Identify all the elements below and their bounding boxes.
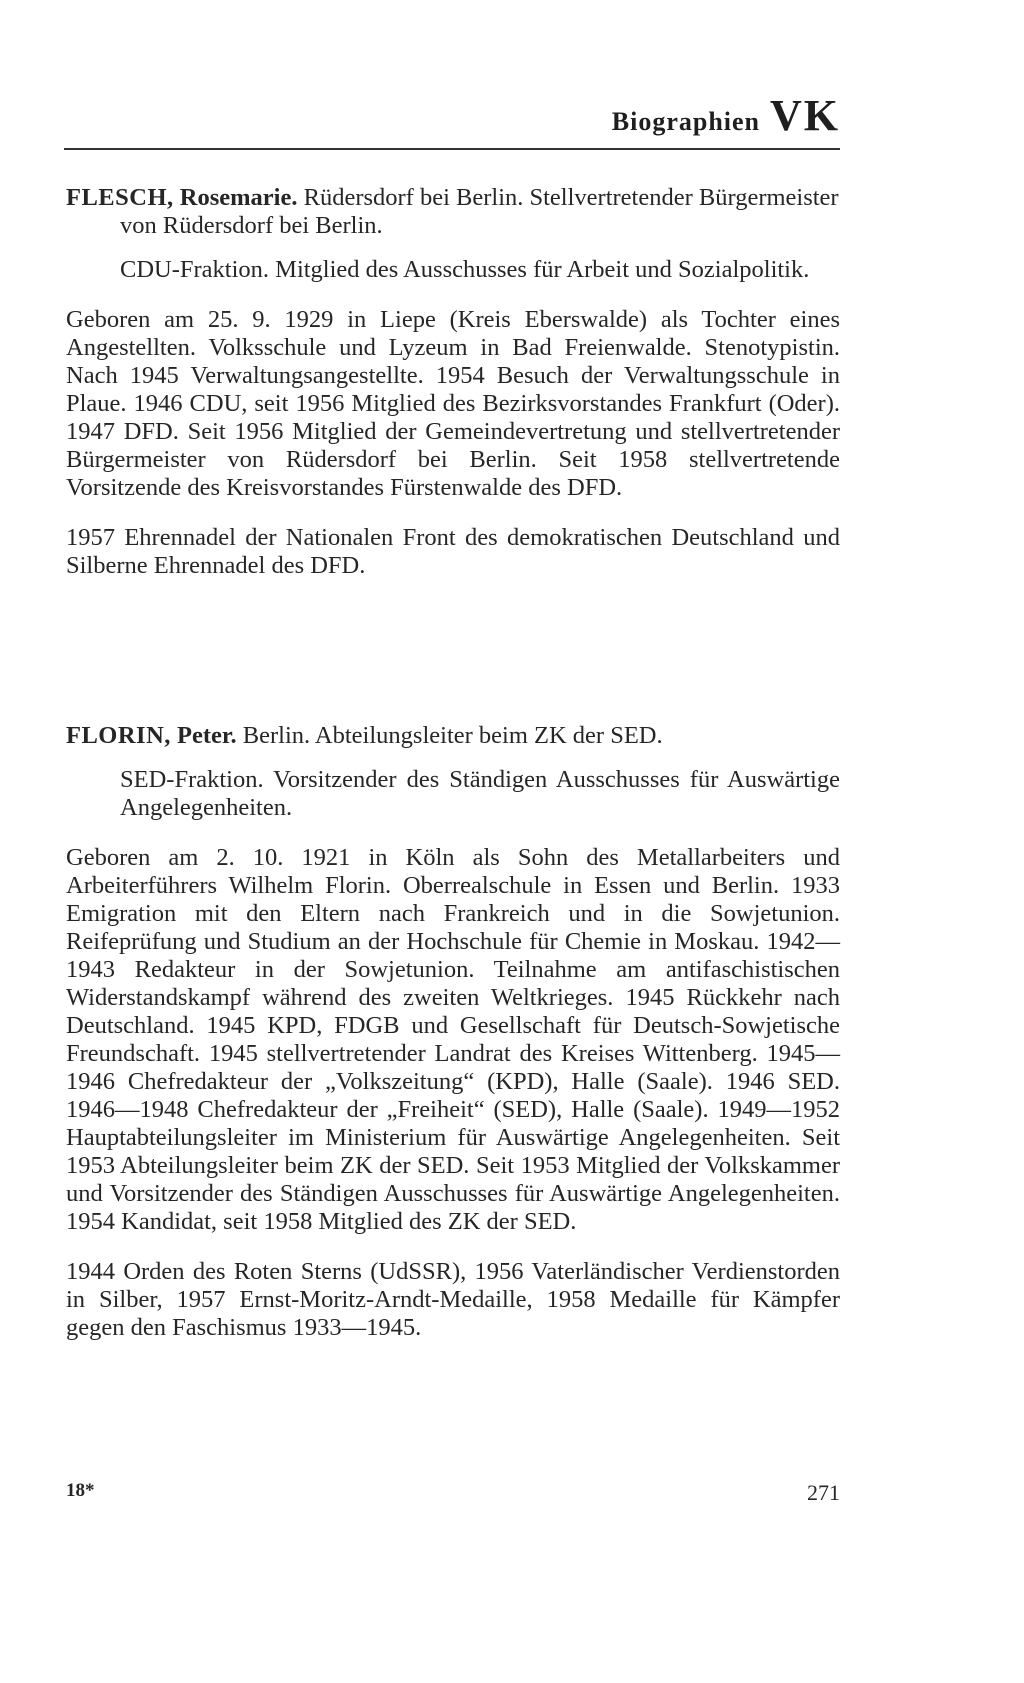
entry-awards: 1944 Orden des Roten Sterns (UdSSR), 1956 Vaterländischer Verdienstorden in Silber, 1957 Ernst-Moritz-Arndt-Medaille, 1958 Medaille für Kämpfer gegen den Faschismus 1933—1945. [66, 1258, 840, 1341]
entry-role: CDU-Fraktion. Mitglied des Ausschusses für Arbeit und Sozialpolitik. [120, 256, 810, 283]
entry-given-name: Rosemarie. [179, 184, 298, 211]
entry-biography: Geboren am 2. 10. 1921 in Köln als Sohn des Metallarbeiters und Arbeiterführers Wilhelm Florin. Oberrealschule in Essen und Berlin. 1933 Emigration mit den Eltern nach Frankreich und in die Sowjetunion. Reifeprüfung und Studium an der Hochschule für Chemie in Moskau. 1942—1943 Redakteur in der Sowjetunion. Teilnahme am antifaschistischen Widerstandskampf während des zweiten Weltkrieges. 1945 Rückkehr nach Deutschland. 1945 KPD, FDGB und Gesellschaft für Deutsch-Sowjetische Freundschaft. 1945 stellvertretender Landrat des Kreises Wittenberg. 1945—1946 Chefredakteur der „Volkszeitung“ (KPD), Halle (Saale). 1946 SED. 1946—1948 Chefredakteur der „Freiheit“ (SED), Halle (Saale). 1949—1952 Hauptabteilungsleiter im Ministerium für Auswärtige Angelegenheiten. Seit 1953 Abteilungsleiter beim ZK der SED. Seit 1953 Mitglied der Volkskammer und Vorsitzender des Ständigen Ausschusses für Auswärtige Angelegenheiten. 1954 Kandidat, seit 1958 Mitglied des ZK der SED. [66, 844, 840, 1235]
page-number: 271 [807, 1480, 840, 1505]
entry-summary: Rüdersdorf bei Berlin. Stellvertretender Bürgermeister von Rüdersdorf bei Berlin. [120, 184, 839, 239]
entry-florin [66, 722, 840, 1342]
running-header [64, 91, 840, 150]
entry-biography: Geboren am 25. 9. 1929 in Liepe (Kreis Eberswalde) als Tochter eines Angestellten. Volksschule und Lyzeum in Bad Freienwalde. Stenotypistin. Nach 1945 Verwaltungsangestellte. 1954 Besuch der Verwaltungsschule in Plaue. 1946 CDU, seit 1956 Mitglied des Bezirksvorstandes Frankfurt (Oder). 1947 DFD. Seit 1956 Mitglied der Gemeindevertretung und stellvertretender Bürgermeister von Rüdersdorf bei Berlin. Seit 1958 stellvertretende Vorsitzende des Kreisvorstandes Fürstenwalde des DFD. [66, 306, 840, 501]
entry-heading [66, 722, 840, 750]
entry-surname: FLORIN, [66, 722, 171, 749]
entry-heading [66, 184, 840, 240]
entry-surname: FLESCH, [66, 184, 174, 211]
section-code: VK [770, 91, 840, 140]
entry-flesch [66, 184, 840, 580]
entry-awards: 1957 Ehrennadel der Nationalen Front des demokratischen Deutschland und Silberne Ehrennadel des DFD. [66, 524, 840, 579]
entry-summary: Berlin. Abteilungsleiter beim ZK der SED. [242, 722, 663, 749]
sheet-signature: 18* [66, 1480, 95, 1501]
entry-role: SED-Fraktion. Vorsitzender des Ständigen Ausschusses für Auswärtige Angelegenheiten. [120, 766, 840, 821]
entry-given-name: Peter. [177, 722, 237, 749]
section-title: Biographien [611, 107, 760, 136]
